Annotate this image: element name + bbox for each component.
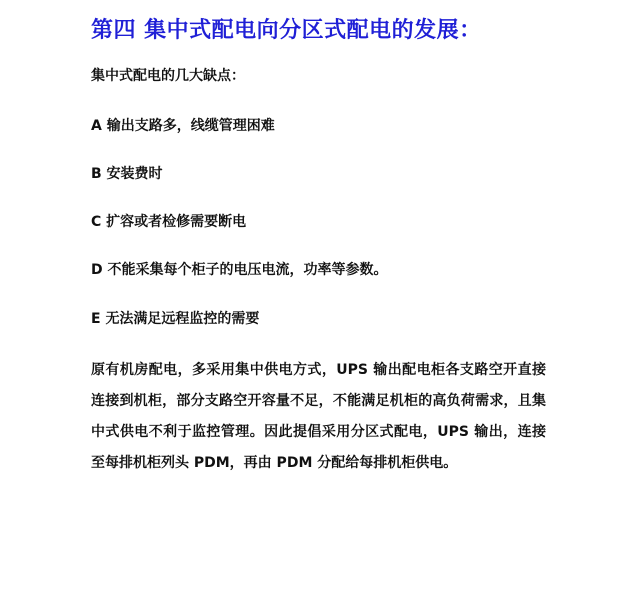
section-subtitle: 集中式配电的几大缺点： (91, 68, 245, 84)
list-item: C 扩容或者检修需要断电 (91, 214, 247, 230)
list-item: A 输出支路多，线缆管理困难 (91, 118, 275, 134)
body-paragraph: 原有机房配电，多采用集中供电方式，UPS 输出配电柜各支路空开直接连接到机柜，部分支路空开容量不足，不能满足机柜的高负荷需求，且集中式供电不利于监控管理。因此提倡采用分区式配电，UPS 输出，连接至每排机柜列头 PDM，再由 PDM 分配给每排机柜供电。 (91, 362, 546, 471)
list-item: B 安装费时 (91, 166, 163, 182)
list-item: D 不能采集每个柜子的电压电流，功率等参数。 (91, 262, 388, 278)
list-item: E 无法满足远程监控的需要 (91, 311, 260, 327)
page-title: 第四 集中式配电向分区式配电的发展： (91, 18, 482, 43)
